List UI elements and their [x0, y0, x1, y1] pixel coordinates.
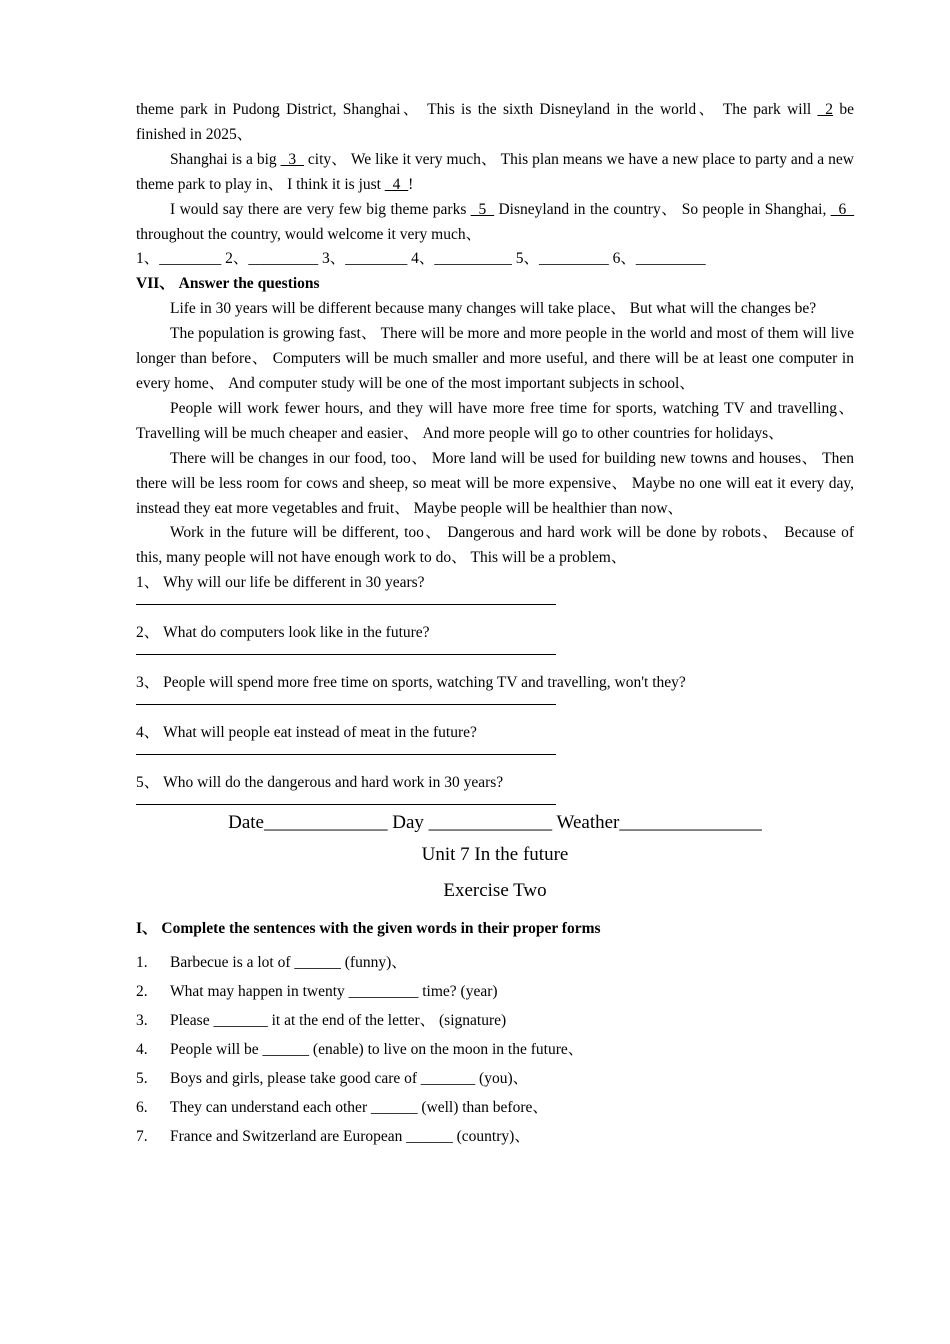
exercise-list: [136, 948, 854, 1151]
answer-line-5[interactable]: [136, 804, 556, 805]
question-3: 3、 People will spend more free time on sports, watching TV and travelling, won't they?: [136, 674, 686, 692]
text: city、 We like it very much、 This plan means we have a new place to party and a new theme park to play in、 I think it is just: [136, 150, 854, 193]
text: theme park in Pudong District, Shanghai、 This is the sixth Disneyland in the world、 The park will: [136, 101, 818, 118]
text: !: [408, 175, 414, 193]
text: be finished in 2025、: [136, 101, 854, 143]
item-text: Barbecue is a lot of ______ (funny)、: [170, 953, 407, 971]
reading-paragraph: People will work fewer hours, and they will have more free time for sports, watching TV and travelling、 Travelling will be much cheaper and easier、 And more people will go to other countries for holidays、: [136, 399, 854, 442]
passage-paragraph-1: [136, 98, 854, 148]
list-item: [136, 1093, 854, 1122]
date-day-weather-line: Date_____________ Day _____________ Weather_______________: [228, 811, 762, 833]
blank-5: _5_: [470, 200, 495, 218]
item-number: 5.: [136, 1069, 148, 1087]
passage-paragraph-2: [136, 148, 854, 198]
text: throughout the country, would welcome it very much、: [136, 225, 482, 243]
item-text: France and Switzerland are European ______ (country)、: [170, 1127, 530, 1145]
section-1-heading: I、 Complete the sentences with the given words in their proper forms: [136, 919, 601, 937]
item-text: People will be ______ (enable) to live on the moon in the future、: [170, 1040, 584, 1058]
item-text: They can understand each other ______ (well) than before、: [170, 1098, 548, 1116]
list-item: [136, 977, 854, 1006]
text: I would say there are very few big theme parks: [170, 200, 471, 218]
list-item: [136, 1006, 854, 1035]
item-number: 3.: [136, 1011, 148, 1029]
reading-paragraph: Life in 30 years will be different because many changes will take place、 But what will the changes be?: [170, 300, 817, 318]
item-number: 7.: [136, 1127, 148, 1145]
item-number: 4.: [136, 1040, 148, 1058]
unit-title: Unit 7 In the future: [421, 843, 569, 865]
document-page: [136, 98, 854, 1151]
item-text: What may happen in twenty _________ time? (year): [170, 982, 498, 1000]
list-item: [136, 1035, 854, 1064]
blank-6: _6_: [830, 200, 855, 218]
answer-line-2[interactable]: [136, 654, 556, 655]
section-7-heading: VII、 Answer the questions: [136, 275, 320, 293]
item-number: 1.: [136, 953, 148, 971]
question-2: 2、 What do computers look like in the future?: [136, 624, 430, 642]
list-item: [136, 1122, 854, 1151]
question-1: 1、 Why will our life be different in 30 years?: [136, 574, 425, 592]
reading-paragraph: There will be changes in our food, too、 More land will be used for building new towns and houses、 Then there will be less room for cows and sheep, so meat will be more expensive、 Maybe no one will eat it every day, instead they eat more vegetables and fruit、 Maybe people will be healthier than now、: [136, 449, 854, 517]
blank-3: _3_: [280, 150, 304, 168]
blank-4: _4_: [384, 175, 409, 193]
text: Disneyland in the country、 So people in Shanghai,: [494, 200, 831, 218]
list-item: [136, 948, 854, 977]
item-number: 6.: [136, 1098, 148, 1116]
answer-line-4[interactable]: [136, 754, 556, 755]
item-text: Please _______ it at the end of the letter、 (signature): [170, 1011, 507, 1029]
passage-paragraph-3: [136, 198, 854, 248]
reading-paragraph: Work in the future will be different, too、 Dangerous and hard work will be done by robots、 Because of this, many people will not have enough work to do、 This will be a problem、: [136, 524, 854, 567]
list-item: [136, 1064, 854, 1093]
item-number: 2.: [136, 982, 148, 1000]
answer-blanks-line: 1、________ 2、_________ 3、________ 4、__________ 5、_________ 6、_________: [136, 250, 706, 268]
question-5: 5、 Who will do the dangerous and hard work in 30 years?: [136, 773, 504, 791]
answer-line-3[interactable]: [136, 704, 556, 705]
blank-2: _2: [817, 101, 834, 118]
text: Shanghai is a big: [170, 150, 281, 168]
answer-line-1[interactable]: [136, 604, 556, 605]
exercise-title: Exercise Two: [443, 879, 547, 901]
reading-paragraph: The population is growing fast、 There will be more and more people in the world and most of them will live longer than before、 Computers will be much smaller and more useful, and there will be at least one computer in every home、 And computer study will be one of the most important subjects in school、: [136, 325, 854, 392]
question-4: 4、 What will people eat instead of meat in the future?: [136, 723, 477, 741]
item-text: Boys and girls, please take good care of _______ (you)、: [170, 1069, 529, 1087]
